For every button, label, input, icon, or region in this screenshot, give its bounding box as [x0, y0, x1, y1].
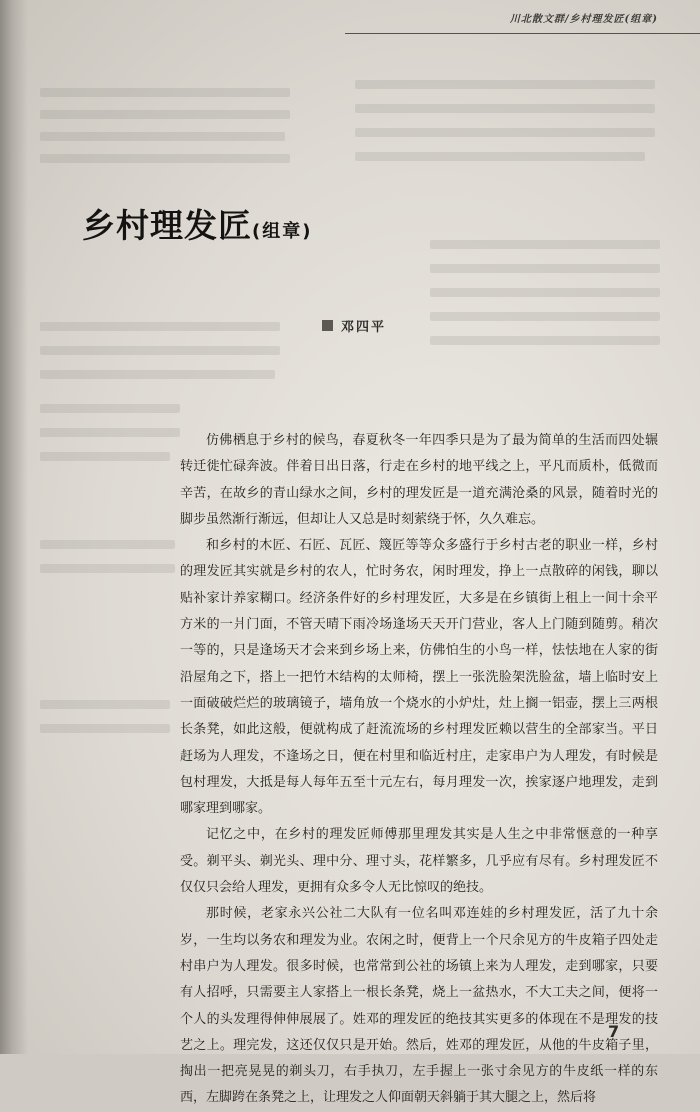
title-subtitle: (组章)	[252, 221, 313, 242]
binding-shadow	[0, 0, 28, 1054]
title-main: 乡村理发匠	[82, 206, 252, 245]
running-head: 川北散文群/乡村理发匠(组章)	[509, 14, 658, 25]
article-title	[82, 200, 312, 247]
header-rule	[345, 33, 700, 34]
paragraph-2: 和乡村的木匠、石匠、瓦匠、篾匠等等众多盛行于乡村古老的职业一样，乡村的理发匠其实就是乡村的农人，忙时务农，闲时理发，挣上一点散碎的闲钱，聊以贴补家计养家糊口。经济条件好的乡村理发匠，大多是在乡镇街上租上一间十余平方米的一爿门面，不管天晴下雨冷场逢场天天开门营业，客人上门随到随剪。稍次一等的，只是逢场天才会来到乡场上来，仿佛怕生的小鸟一样，怯怯地在人家的街沿屋角之下，搭上一把竹木结构的太师椅，摆上一张洗脸架洗脸盆，墙上临时安上一面破破烂烂的玻璃镜子，墙角放一个烧水的小炉灶，灶上搁一铝壶，摆上三两根长条凳，如此这般，便就构成了赶流流场的乡村理发匠赖以营生的全部家当。平日赶场为人理发，不逢场之日，便在村里和临近村庄，走家串户为人理发，有时候是包村理发，大抵是每人每年五至十元左右，每月理发一次，挨家逐户地理发，走到哪家理到哪家。	[180, 538, 658, 817]
article-body	[180, 428, 658, 1112]
paragraph-1: 仿佛栖息于乡村的候鸟，春夏秋冬一年四季只是为了最为简单的生活而四处辗转迁徙忙碌奔波。伴着日出日落，行走在乡村的地平线之上，平凡而质朴，低微而辛苦，在故乡的青山绿水之间，乡村的理发匠是一道充满沧桑的风景，随着时光的脚步虽然渐行渐远，但却让人又总是时刻萦绕于怀，久久难忘。	[180, 433, 658, 527]
paragraph-4: 那时候，老家永兴公社二大队有一位名叫邓连娃的乡村理发匠，活了九十余岁，一生均以务农和理发为业。农闲之时，便背上一个尺余见方的牛皮箱子四处走村串户为人理发。很多时候，也常常到公社的场镇上来为人理发，走到哪家，只要有人招呼，只需要主人家搭上一根长条凳，烧上一盆热水，不大工夫之间，便将一个人的头发理得伸伸展展了。姓邓的理发匠的绝技其实更多的体现在不是理发的技艺之上。理完发，这还仅仅只是开始。然后，姓邓的理发匠，从他的牛皮箱子里，掏出一把亮晃晃的剃头刀，右手执刀，左手握上一张寸余见方的牛皮纸一样的东西，左脚跨在条凳之上，让理发之人仰面朝天斜躺于其大腿之上，然后将	[180, 906, 658, 1106]
square-bullet-icon	[322, 320, 333, 331]
paragraph-3: 记忆之中，在乡村的理发匠师傅那里理发其实是人生之中非常惬意的一种享受。剃平头、剃光头、理中分、理寸头，花样繁多，几乎应有尽有。乡村理发匠不仅仅只会给人理发，更拥有众多令人无比惊叹的绝技。	[180, 827, 658, 896]
author-byline	[322, 316, 386, 335]
page-number: 7	[608, 1022, 620, 1041]
author-name: 邓四平	[341, 320, 387, 335]
